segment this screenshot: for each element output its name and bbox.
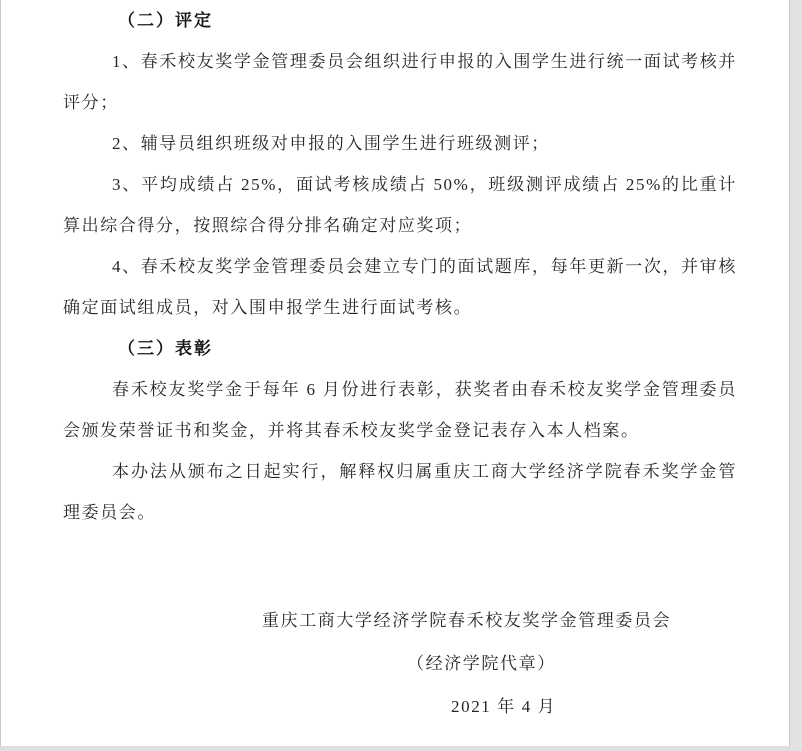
signature-seal-note: （经济学院代章） xyxy=(407,654,556,673)
section-heading-commendation: （三）表彰 xyxy=(118,339,213,358)
paragraph-evaluation-item-3: 3、平均成绩占 25%，面试考核成绩占 50%，班级测评成绩占 25%的比重计算出综合得分，按照综合得分排名确定对应奖项； xyxy=(63,175,737,235)
paragraph-effective-date: 本办法从颁布之日起实行，解释权归属重庆工商大学经济学院春禾奖学金管理委员会。 xyxy=(63,462,737,522)
paragraph-evaluation-item-4: 4、春禾校友奖学金管理委员会建立专门的面试题库，每年更新一次，并审核确定面试组成员，对入围申报学生进行面试考核。 xyxy=(63,257,737,317)
paragraph-commendation: 春禾校友奖学金于每年 6 月份进行表彰，获奖者由春禾校友奖学金管理委员会颁发荣誉证书和奖金，并将其春禾校友奖学金登记表存入本人档案。 xyxy=(63,380,737,440)
page-edge-bottom-gutter xyxy=(0,746,790,751)
section-heading-evaluation: （二）评定 xyxy=(118,11,213,30)
signature-date: 2021 年 4 月 xyxy=(451,697,557,716)
signature-block xyxy=(63,599,737,728)
signature-organization: 重庆工商大学经济学院春禾校友奖学金管理委员会 xyxy=(262,611,672,630)
paragraph-evaluation-item-2: 2、辅导员组织班级对申报的入围学生进行班级测评； xyxy=(112,134,550,153)
page-edge-right-gutter xyxy=(789,0,802,751)
paragraph-evaluation-item-1: 1、春禾校友奖学金管理委员会组织进行申报的入围学生进行统一面试考核并评分； xyxy=(63,52,737,112)
